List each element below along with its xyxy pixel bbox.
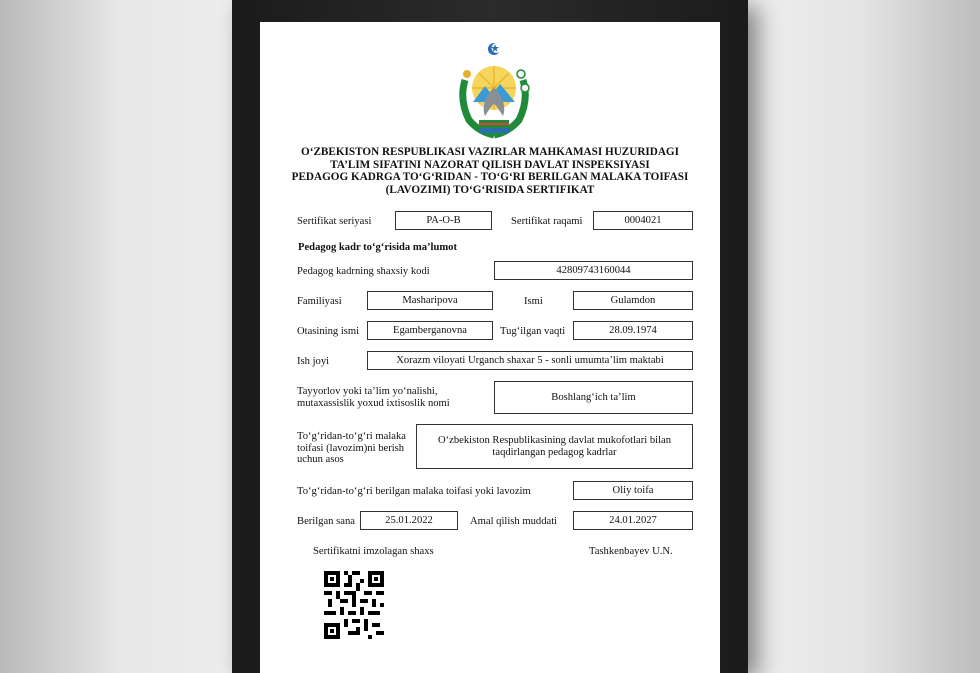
series-value: PA-O-B	[395, 211, 492, 230]
category-label: To‘g‘ridan-to‘g‘ri berilgan malaka toifasi yoki lavozim	[297, 486, 531, 497]
valid-value: 24.01.2027	[573, 511, 693, 530]
name-label: Ismi	[524, 296, 543, 307]
title-line: (LAVOZIMI) TO‘G‘RISIDA SERTIFIKAT	[385, 183, 595, 196]
number-value: 0004021	[593, 211, 693, 230]
surname-label: Familiyasi	[297, 296, 342, 307]
title-line: PEDAGOG KADRGA TO‘G‘RIDAN - TO‘G‘RI BERILGAN MALAKA TOIFASI	[291, 171, 689, 184]
series-label: Sertifikat seriyasi	[297, 216, 372, 227]
specialty-label: Tayyorlov yoki ta’lim yo‘nalishi, mutaxassislik yoxud ixtisoslik nomi	[297, 386, 450, 409]
state-emblem-icon	[455, 40, 533, 140]
birth-label: Tug‘ilgan vaqti	[500, 326, 566, 337]
signer-name: Tashkenbayev U.N.	[589, 546, 673, 557]
certificate-title	[280, 146, 700, 196]
signature-label: Sertifikatni imzolagan shaxs	[313, 546, 434, 557]
section-title: Pedagog kadr to‘g‘risida ma’lumot	[298, 242, 457, 253]
workplace-label: Ish joyi	[297, 356, 330, 367]
title-line: O‘ZBEKISTON RESPUBLIKASI VAZIRLAR MAHKAMASI HUZURIDAGI	[301, 146, 679, 158]
specialty-value: Boshlang‘ich ta’lim	[494, 381, 693, 414]
qr-code-icon	[324, 571, 384, 639]
personal-code-value: 42809743160044	[494, 261, 693, 280]
birth-value: 28.09.1974	[573, 321, 693, 340]
reason-value: O‘zbekiston Respublikasining davlat mukofotlari bilan taqdirlangan pedagog kadrlar	[416, 424, 693, 469]
issued-label: Berilgan sana	[297, 516, 355, 527]
category-value: Oliy toifa	[573, 481, 693, 500]
number-label: Sertifikat raqami	[511, 216, 583, 227]
patronymic-label: Otasining ismi	[297, 326, 360, 337]
valid-label: Amal qilish muddati	[470, 516, 558, 527]
workplace-value: Xorazm viloyati Urganch shaxar 5 - sonli umumta’lim maktabi	[367, 351, 693, 370]
name-value: Gulamdon	[573, 291, 693, 310]
issued-value: 25.01.2022	[360, 511, 458, 530]
title-line: TA’LIM SIFATINI NAZORAT QILISH DAVLAT INSPEKSIYASI	[330, 158, 650, 171]
surname-value: Masharipova	[367, 291, 493, 310]
personal-code-label: Pedagog kadrning shaxsiy kodi	[297, 266, 430, 277]
reason-label: To‘g‘ridan-to‘g‘ri malaka toifasi (lavozim)ni berish uchun asos	[297, 431, 406, 465]
patronymic-value: Egamberganovna	[367, 321, 493, 340]
